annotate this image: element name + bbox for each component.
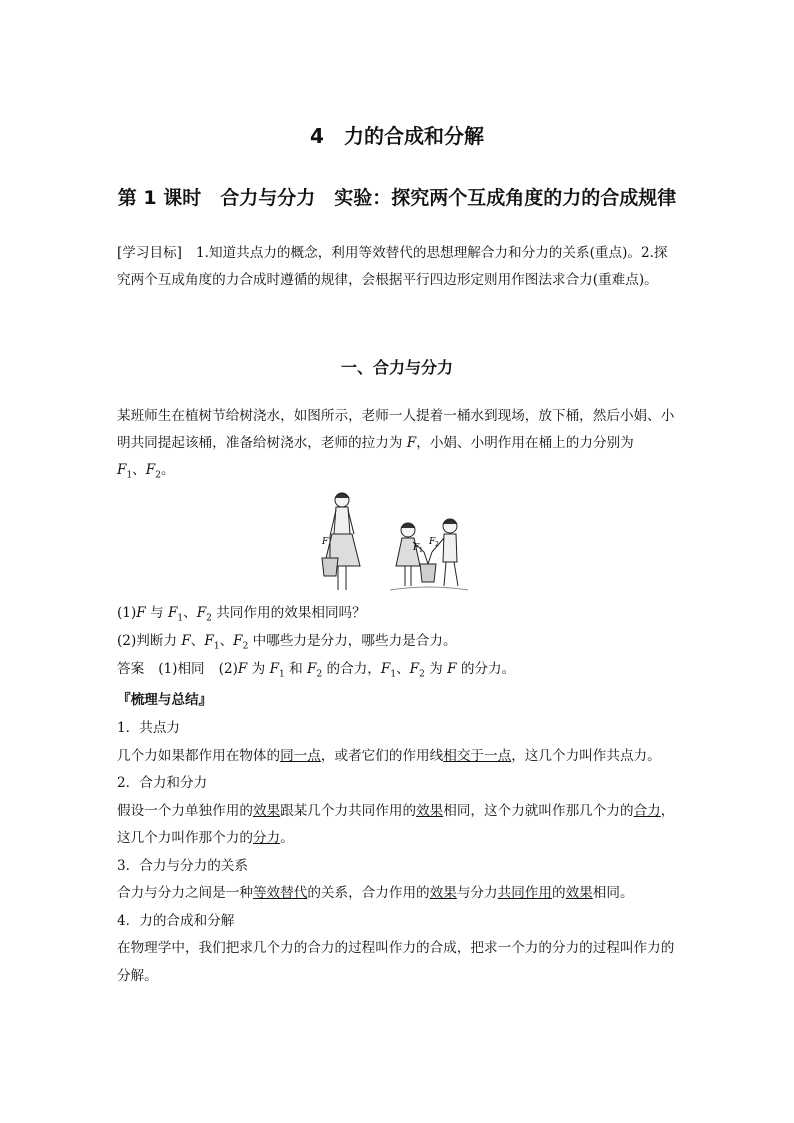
item-text: ，这几个力叫作那个力的 xyxy=(117,802,675,846)
q1-part: (1) xyxy=(117,605,137,621)
answer-1: (1)相同 xyxy=(158,661,205,677)
summary-items xyxy=(117,715,679,990)
q1-F: F xyxy=(136,605,146,621)
item-text: 与分力 xyxy=(456,885,498,901)
item-text: 的关系，合力作用的 xyxy=(307,885,430,901)
scenario-end: 。 xyxy=(160,462,175,478)
item-text: 。 xyxy=(280,830,294,846)
q1-F1: F xyxy=(167,605,178,621)
q1-part: 共同作用的效果相同吗？ xyxy=(211,605,366,621)
answer-part: 和 xyxy=(284,661,308,677)
answer-part: 、 xyxy=(396,661,410,677)
q2-part: 、 xyxy=(190,633,205,649)
scenario-text-1: 某班师生在植树节给树浇水，如图所示，老师一人提着一桶水到现场，放下桶，然后小娟、小明共同提起该桶，准备给树浇水，老师的拉力为 xyxy=(117,408,675,451)
item-text: 假设一个力单独作用的 xyxy=(117,802,253,819)
item-text: 的 xyxy=(552,885,566,901)
learning-goals xyxy=(117,240,679,294)
item-text: 合力与分力之间是一种 xyxy=(117,885,253,901)
item-body xyxy=(117,880,679,908)
q1-part: 与 xyxy=(145,605,168,621)
item-text: 相同。 xyxy=(592,885,634,901)
item-text: 几个力如果都作用在物体的 xyxy=(117,747,281,764)
item-underlined: 合力 xyxy=(633,802,661,819)
q2-part: (2)判断力 xyxy=(117,633,182,649)
item-underlined: 相交于一点 xyxy=(443,747,512,764)
subscript-2: 2 xyxy=(155,470,161,481)
summary-label: 『梳理与总结』 xyxy=(117,692,213,708)
subscript-1: 1 xyxy=(126,470,133,481)
answer-sub: 2 xyxy=(419,669,425,680)
item-underlined: 同一点 xyxy=(280,747,321,764)
q2-F1: F xyxy=(204,633,214,649)
answer xyxy=(117,656,679,689)
figure-label-F2: F xyxy=(429,537,436,547)
figure-label-F1-sub: 1 xyxy=(419,547,423,554)
item-heading: 1．共点力 xyxy=(117,720,181,736)
item-heading: 4．力的合成和分解 xyxy=(117,912,235,929)
q1-sub: 1 xyxy=(177,613,184,624)
item-text: ，或者它们的作用线 xyxy=(320,747,444,764)
answer-part: 为 xyxy=(424,661,448,677)
figure-label-F2-sub: 2 xyxy=(435,541,439,548)
item-heading: 2．合力和分力 xyxy=(117,775,208,791)
q1-part: 、 xyxy=(183,605,197,621)
section-heading: 一、合力与分力 xyxy=(340,358,453,377)
answer-part: 为 xyxy=(247,661,270,677)
figure-label-F: F xyxy=(322,537,329,547)
answer-sub: 1 xyxy=(279,669,285,680)
answer-F: F xyxy=(237,661,248,677)
separator: 、 xyxy=(132,462,146,478)
q2-F: F xyxy=(181,633,191,649)
item-heading: 3．合力与分力的关系 xyxy=(117,857,248,874)
item-underlined: 分力 xyxy=(252,830,281,846)
q2-sub: 1 xyxy=(213,641,220,652)
item-body xyxy=(117,743,679,771)
answer-label: 答案 xyxy=(117,661,145,677)
item-underlined: 等效替代 xyxy=(252,885,308,901)
chapter-title: 4 力的合成和分解 xyxy=(310,124,484,148)
answer-part: (2) xyxy=(218,661,238,677)
goals-label: [学习目标] xyxy=(117,245,182,261)
lesson-title: 第 1 课时 合力与分力 实验：探究两个互成角度的力的合成规律 xyxy=(117,187,677,209)
answer-F2: F xyxy=(307,661,317,677)
answer-part: 的分力。 xyxy=(456,661,516,677)
bucket-illustration xyxy=(310,486,470,596)
answer-F1: F xyxy=(380,661,391,677)
goals-text: 1.知道共点力的概念，利用等效替代的思想理解合力和分力的关系(重点)。2.探究两个互成角度的力合成时遵循的规律，会根据平行四边形定则用作图法求合力(重难点)。 xyxy=(117,245,668,288)
answer-F: F xyxy=(447,661,457,677)
item-underlined: 效果 xyxy=(565,885,593,901)
scenario-paragraph xyxy=(117,403,679,490)
item-body: 在物理学中，我们把求几个力的合力的过程叫作力的合成，把求一个力的分力的过程叫作力的分解。 xyxy=(117,940,675,984)
q2-sub: 2 xyxy=(242,641,249,652)
force-F2: F xyxy=(145,462,156,478)
item-underlined: 效果 xyxy=(252,802,281,819)
item-text: 跟某几个力共同作用的 xyxy=(280,802,417,819)
answer-F2: F xyxy=(409,661,420,677)
answer-F1: F xyxy=(269,661,280,677)
answer-sub: 1 xyxy=(390,669,397,680)
figure-label-F1: F xyxy=(413,543,420,553)
item-underlined: 效果 xyxy=(429,885,457,901)
force-F1: F xyxy=(117,462,127,478)
q2-part: 中哪些力是分力，哪些力是合力。 xyxy=(248,633,457,649)
item-text: 相同，这个力就叫作那几个力的 xyxy=(443,802,634,819)
answer-sub: 2 xyxy=(316,669,323,680)
item-underlined: 效果 xyxy=(416,802,444,819)
item-text: ，这几个力叫作共点力。 xyxy=(511,747,661,764)
item-underlined: 共同作用 xyxy=(497,885,552,901)
scenario-text-2: ，小娟、小明作用在桶上的力分别为 xyxy=(416,435,634,451)
answer-part: 的合力， xyxy=(322,661,381,677)
q1-F2: F xyxy=(196,605,207,621)
q2-part: 、 xyxy=(219,633,234,649)
q1-sub: 2 xyxy=(206,613,212,624)
item-body xyxy=(117,798,679,853)
q2-F2: F xyxy=(233,633,243,649)
force-F: F xyxy=(406,435,417,451)
